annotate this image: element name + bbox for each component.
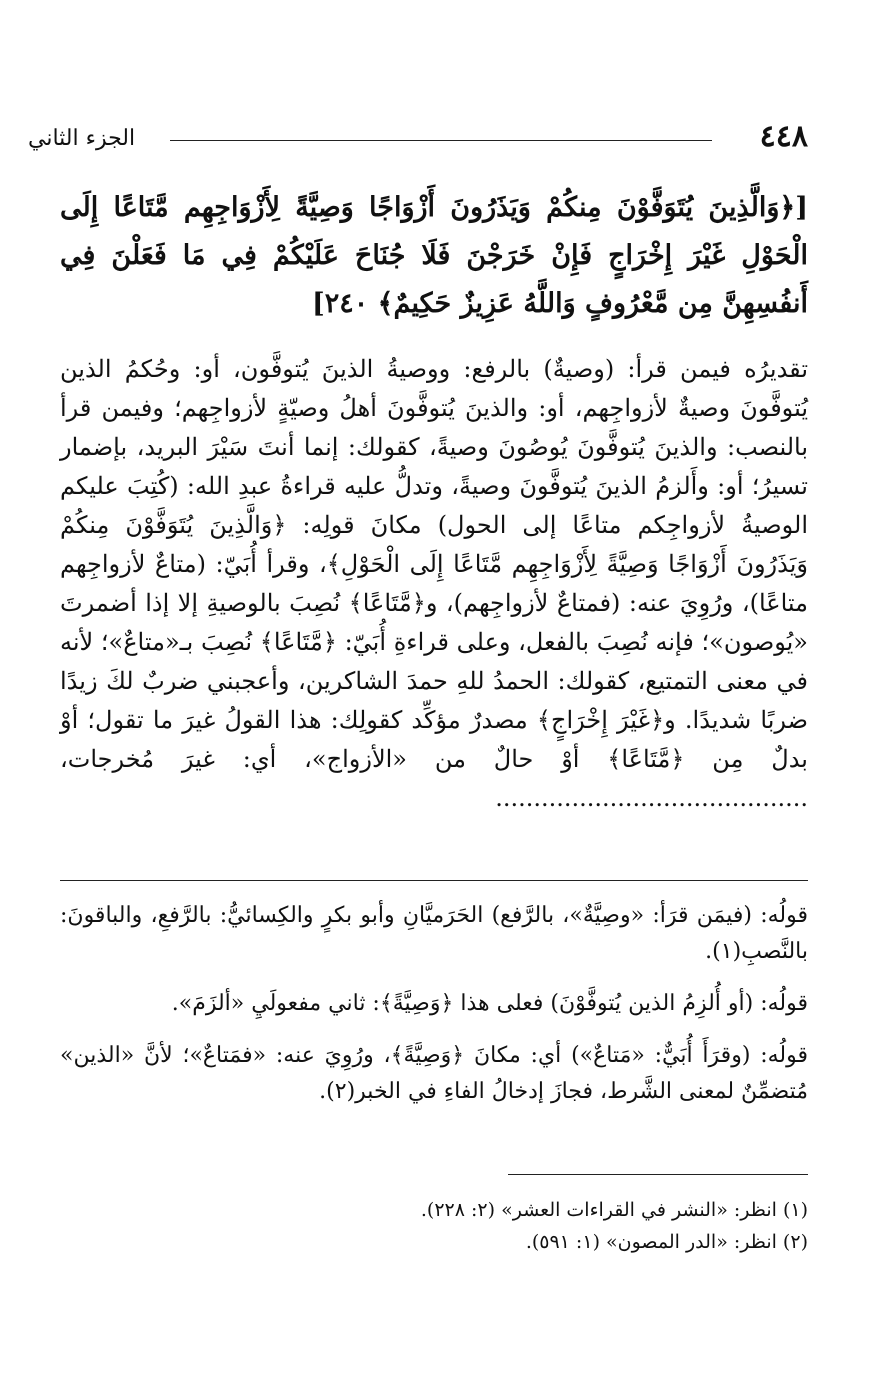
main-text [60, 184, 808, 818]
running-title: الجزء الثاني [28, 126, 136, 151]
footnote: (٢) انظر: «الدر المصون» (١: ٥٩١). [525, 1231, 808, 1253]
page-number: ٤٤٨ [759, 119, 808, 154]
gloss-note: قولُه: (أو أُلزِمُ الذين يُتوفَّوْنَ) فعلى هذا ﴿وَصِيَّةً﴾: ثاني مفعولَيِ «ألزَمَ». [171, 991, 808, 1016]
gloss-note: قولُه: (فيمَن قرَأ: «وصِيَّةٌ»، بالرَّفع) الحَرَميَّانِ وأبو بكرٍ والكِسائيُّ: بالرَّفعِ، والباقونَ: بالنَّصبِ(١). [60, 903, 808, 964]
notes-divider [60, 880, 808, 881]
header-rule [170, 140, 712, 141]
gloss-note: قولُه: (وقرَأَ أُبَيٌّ: «مَتاعٌ») أي: مكانَ ﴿وَصِيَّةً﴾، ورُوِيَ عنه: «فمَتاعٌ»؛ لأنَّ «الذين» مُتضمِّنٌ لمعنى الشَّرط، فجازَ إدخالُ الفاءِ في الخبر(٢). [60, 1043, 808, 1104]
commentary-paragraph: تقديرُه فيمن قرأ: (وصيةٌ) بالرفع: ووصيةُ الذينَ يُتوفَّون، أو: وحُكمُ الذين يُتوفَّونَ وصيةٌ لأزواجِهم، أو: والذينَ يُتوفَّونَ أهلُ وصيّةٍ لأزواجِهم؛ وفيمن قرأ بالنصب: والذينَ يُتوفَّونَ يُوصُونَ وصيةً، كقولك: إنما أنتَ سَيْرَ البريد، بإضمار تسيرُ؛ أو: وأَلزمُ الذينَ يُتوفَّونَ وصيةً، وتدلُّ عليه قراءةُ عبدِ الله: (كُتِبَ عليكم الوصيةُ لأزواجِكم متاعًا إلى الحول) مكانَ قولِه: ﴿وَالَّذِينَ يُتَوَفَّوْنَ مِنكُمْ وَيَذَرُونَ أَزْوَاجًا وَصِيَّةً لِأَزْوَاجِهِم مَّتَاعًا إِلَى الْحَوْلِ﴾، وقرأ أُبَيّ: (متاعٌ لأزواجِهم متاعًا)، ورُوِيَ عنه: (فمتاعٌ لأزواجِهم)، و﴿مَّتَاعًا﴾ نُصِبَ بالوصيةِ إلا إذا أضمرتَ «يُوصون»؛ فإنه نُصِبَ بالفعل، وعلى قراءةِ أُبَيّ: ﴿مَّتَاعًا﴾ نُصِبَ بـ«متاعٌ»؛ لأنه في معنى التمتيع، كقولك: الحمدُ للهِ حمدَ الشاكرين، وأعجبني ضربٌ لكَ زيدًا ضربًا شديدًا. و﴿غَيْرَ إِخْرَاجٍ﴾ مصدرٌ مؤكِّد كقولِك: هذا القولُ غيرَ ما تقول؛ أوْ بدلٌ مِن ﴿مَّتَاعًا﴾ أوْ حالٌ من «الأزواج»، أي: غيرَ مُخرجات، ......................................... [60, 355, 808, 812]
page-header [28, 118, 808, 158]
footnotes [60, 1194, 808, 1258]
quran-verse: [﴿وَالَّذِينَ يُتَوَفَّوْنَ مِنكُمْ وَيَذَرُونَ أَزْوَاجًا وَصِيَّةً لِأَزْوَاجِهِم مَّتَاعًا إِلَى الْحَوْلِ غَيْرَ إِخْرَاجٍ فَإِنْ خَرَجْنَ فَلَا جُنَاحَ عَلَيْكُمْ فِي مَا فَعَلْنَ فِي أَنفُسِهِنَّ مِن مَّعْرُوفٍ وَاللَّهُ عَزِيزٌ حَكِيمٌ﴾ ٢٤٠] [60, 192, 808, 319]
footnote: (١) انظر: «النشر في القراءات العشر» (٢: ٢٢٨). [420, 1199, 808, 1221]
gloss-notes [60, 898, 808, 1126]
footnote-divider [508, 1174, 808, 1175]
